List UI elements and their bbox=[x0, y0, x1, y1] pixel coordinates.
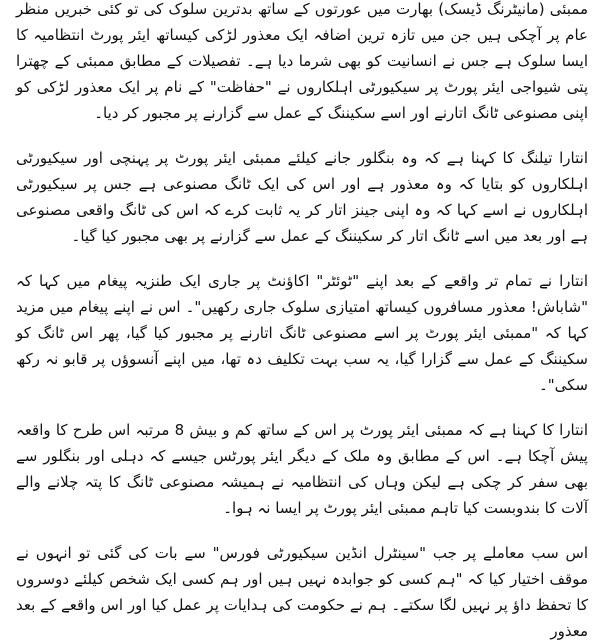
article-paragraph-1: ممبئی (مانیٹرنگ ڈیسک) بھارت میں عورتوں کے ساتھ بدترین سلوک کی تو کئی خبریں منظر عام پر آچکی ہیں جن میں تازہ ترین اضافہ ایک معذور لڑکی کیساتھ ایئر پورٹ انتظامیہ کا ایسا سلوک ہے جس نے انسانیت کو بھی شرما دیا ہے۔ تفصیلات کے مطابق ممبئی کے چھترا پتی شیواجی ایئر پورٹ پر سیکیورٹی اہلکاروں نے "حفاظت" کے نام پر ایک معذور لڑکی کو اپنی مصنوعی ٹانگ اتارنے اور اسے سکیننگ کے عمل سے گزارنے پر مجبور کر دیا۔ bbox=[16, 0, 588, 122]
article-paragraph-3: انتارا نے تمام تر واقعے کے بعد اپنے "ٹوئٹر" اکاؤنٹ پر جاری ایک طنزیہ پیغام میں کہا کہ "شاباش! معذور مسافروں کیساتھ امتیازی سلوک جاری رکھیں"۔ اس نے اپنے پیغام میں مزید کہا کہ "ممبئی ایئر پورٹ پر اسے مصنوعی ٹانگ اتارنے پر مجبور کیا گیا، پھر اس ٹانگ کو سکیننگ کے عمل سے گزارا گیا، یہ سب بہت تکلیف دہ تھا، میں اپنے آنسوؤں پر قابو نہ رکھ سکی"۔ bbox=[16, 272, 588, 394]
article-paragraph-4: انتارا کا کہنا ہے کہ ممبئی ایئر پورٹ پر اس کے ساتھ کم و بیش 8 مرتبہ اس طرح کا واقعہ پیش آچکا ہے۔ اس کے مطابق وہ ملک کے دیگر ایئر پورٹس جیسے کہ دہلی اور بنگلور سے بھی سفر کر چکی ہے لیکن وہاں کی انتظامیہ نے ہمیشہ مصنوعی ٹانگ کا پتہ چلانے والے آلات کا بندوبست کیا تاہم ممبئی ایئر پورٹ پر ایسا نہ ہوا۔ bbox=[16, 421, 588, 517]
article-paragraph-2: انتارا تیلنگ کا کہنا ہے کہ وہ بنگلور جانے کیلئے ممبئی ایئر پورٹ پر پہنچی اور سیکیورٹی اہلکاروں کو بتایا کہ وہ معذور ہے اور اس کی ایک ٹانگ مصنوعی ہے جس پر سیکیورٹی اہلکاروں نے اسے کہا کہ وہ اپنی جینز اتار کر یہ ثابت کرے کہ اس کی ٹانگ واقعی مصنوعی ہے اور بعد میں اسے ٹانگ اتار کر سکیننگ کے عمل سے گزارنے پر بھی مجبور کیا گیا۔ bbox=[16, 149, 588, 245]
article-paragraph-5: اس سب معاملے پر جب "سینٹرل انڈین سیکیورٹی فورس" سے بات کی گئی تو انہوں نے موقف اختیار کیا کہ "ہم کسی کو جوابدہ نہیں ہیں اور ہم کسی ایک شخص کیلئے دوسروں کا تحفظ داؤ پر نہیں لگا سکتے۔ ہم نے حکومت کی ہدایات پر عمل کیا اور اس واقعے کے بعد معذور bbox=[16, 544, 588, 640]
